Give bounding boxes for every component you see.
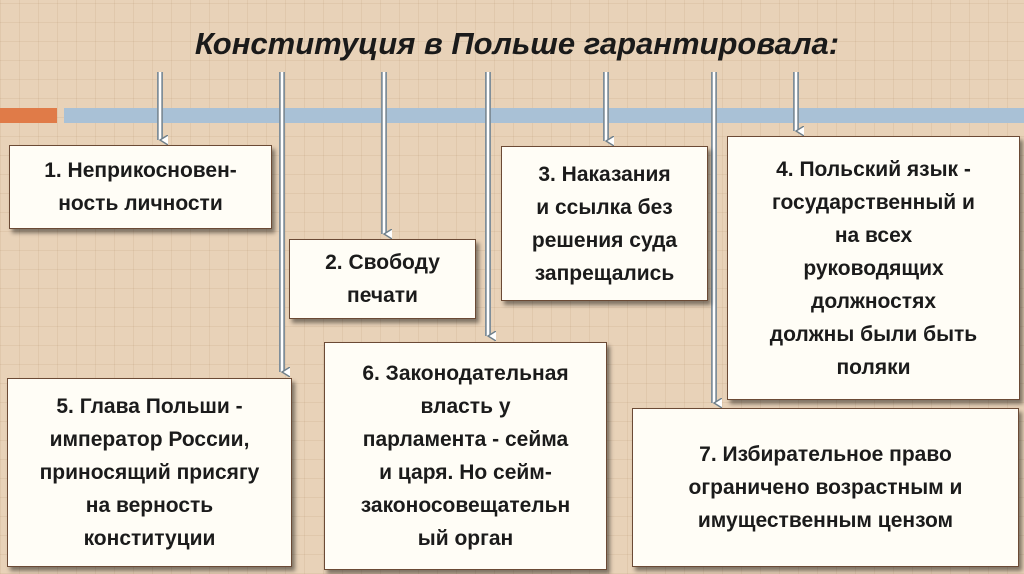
guarantee-text-3: 3. Наказания и ссылка без решения суда запрещались — [531, 162, 678, 285]
guarantee-text-7: 7. Избирательное право ограничено возрастным и имущественным цензом — [688, 443, 963, 532]
guarantee-text-5: 5. Глава Польши - император России, приносящий присягу на верность конституции — [39, 395, 260, 550]
guarantee-box-4 — [727, 136, 1020, 400]
guarantee-box-7 — [632, 408, 1019, 567]
guarantee-box-6 — [324, 342, 607, 570]
guarantee-box-2 — [289, 239, 476, 319]
guarantee-box-5 — [7, 378, 292, 567]
diagram-title: Конституция в Польше гарантировала: — [194, 26, 840, 61]
guarantee-text-2: 2. Свободу печати — [325, 251, 440, 307]
guarantee-box-3 — [501, 146, 708, 301]
guarantee-text-6: 6. Законодательная власть у парламента - сейма и царя. Но сейм- законосовещательн ый орган — [360, 362, 571, 550]
guarantee-text-4: 4. Польский язык - государственный и на всех руководящих должностях должны были быть поляки — [769, 157, 978, 379]
guarantee-box-1 — [9, 145, 272, 229]
guarantee-text-1: 1. Неприкосновен- ность личности — [44, 159, 237, 215]
